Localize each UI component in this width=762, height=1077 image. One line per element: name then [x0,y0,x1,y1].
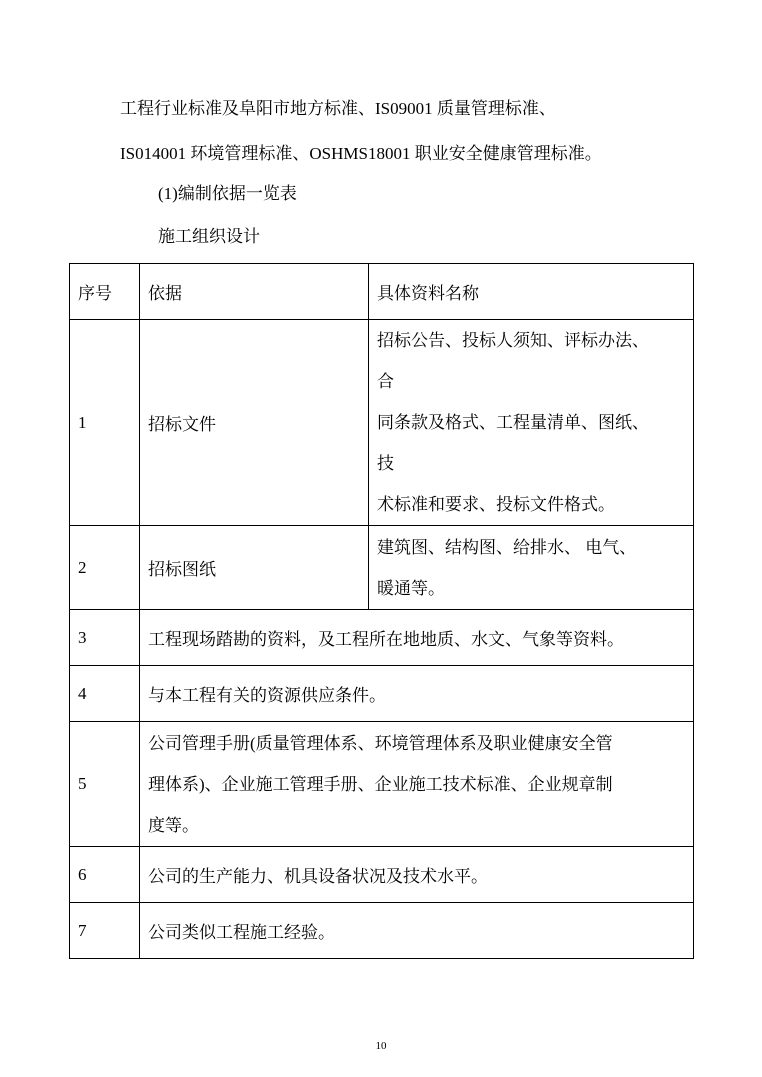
row-merged-detail: 公司的生产能力、机具设备状况及技术水平。 [140,847,694,903]
header-cell-basis: 依据 [140,264,369,320]
header-cell-no: 序号 [70,264,140,320]
basis-table [69,263,694,959]
row-detail-line: 理体系)、企业施工管理手册、企业施工技术标准、企业规章制 [148,774,613,794]
row-number: 1 [70,320,140,526]
row-merged-detail: 工程现场踏勘的资料，及工程所在地地质、水文、气象等资料。 [140,610,694,666]
row-number: 7 [70,903,140,959]
table-row [70,526,694,610]
section-heading-basis-list: (1)编制依据一览表 [158,184,297,203]
row-detail-line: 合 [377,372,394,391]
table-header-row [70,264,694,320]
row-detail [369,320,694,526]
table-row [70,610,694,666]
row-detail [369,526,694,610]
row-basis: 招标图纸 [140,526,369,610]
table-row [70,666,694,722]
row-merged-detail: 公司类似工程施工经验。 [140,903,694,959]
table-row [70,847,694,903]
table-row [70,903,694,959]
paragraph-standards-line2: IS014001 环境管理标准、OSHMS18001 职业安全健康管理标准。 [120,144,602,163]
table-row [70,320,694,526]
row-detail-line: 公司管理手册(质量管理体系、环境管理体系及职业健康安全管 [148,733,613,753]
row-number: 4 [70,666,140,722]
row-detail-line: 度等。 [148,815,199,835]
row-detail-line: 暖通等。 [377,578,445,598]
row-detail-line: 技 [377,454,394,473]
header-cell-detail: 具体资料名称 [369,264,694,320]
section-subheading-construction-design: 施工组织设计 [158,227,260,246]
row-detail-line: 同条款及格式、工程量清单、图纸、 [377,413,649,432]
row-number: 2 [70,526,140,610]
row-detail-line: 术标准和要求、投标文件格式。 [377,495,615,514]
paragraph-standards-line1: 工程行业标准及阜阳市地方标准、IS09001 质量管理标准、 [120,99,556,118]
row-detail-line: 建筑图、结构图、给排水、 电气、 [377,537,637,557]
row-number: 3 [70,610,140,666]
row-number: 5 [70,722,140,847]
row-basis: 招标文件 [140,320,369,526]
row-merged-detail [140,722,694,847]
table-row [70,722,694,847]
row-detail-line: 招标公告、投标人须知、评标办法、 [377,331,649,350]
row-merged-detail: 与本工程有关的资源供应条件。 [140,666,694,722]
row-number: 6 [70,847,140,903]
page-number: 10 [375,1040,387,1052]
